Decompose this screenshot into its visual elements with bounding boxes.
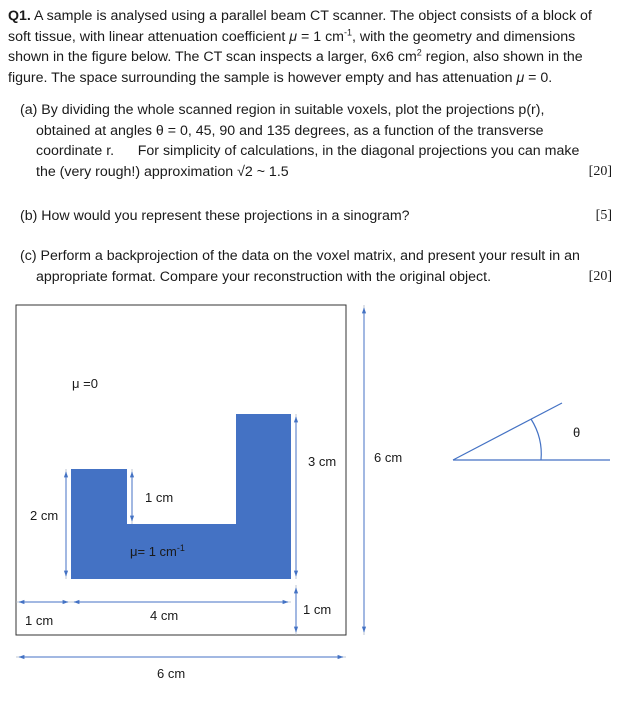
label-2cm: 2 cm [30,508,59,523]
angle-diagram [453,403,610,460]
part-c-marks: [20] [588,268,612,284]
label-4cm: 4 cm [150,608,179,623]
part-b-marks: [5] [595,208,612,223]
label-3cm: 3 cm [308,454,337,469]
part-a-line-2: obtained at angles θ = 0, 45, 90 and 135 degrees, as a function of the transverse [36,122,544,139]
label-mu-inside: μ= 1 $cm^{-1}$ [130,543,185,559]
question-number: Q1. [8,8,31,24]
part-a-line-3: coordinate r. For simplicity of calculations, in the diagonal projections you can make [36,143,580,159]
label-mu-outside: μ =0 [72,376,98,391]
question-text: Q1. A sample is analysed using a parallel beam CT scanner. The object consists of a block of soft tissue, with linear attenuation coefficient μ = 1 $cm^{-1}$, with the geometry and dimensions shown in the figure below. The CT scan inspects a larger, 6x6 $cm^2$ region, also shown in the figure. The space surrounding the sample is however empty and has attenuation μ = 0. [8,8,592,86]
part-a-line-1: (a) By dividing the whole scanned region in suitable voxels, plot the projections p(r), [20,102,545,118]
label-6cm-vertical: 6 cm [374,450,403,465]
part-b-text: (b) How would you represent these projections in a sinogram? [20,208,410,224]
part-a-marks: [20] [588,163,612,179]
angle-ray [453,403,562,460]
label-1cm-inner: 1 cm [145,490,174,505]
label-theta: θ [573,425,581,440]
part-a-line-4: the (very rough!) approximation √2 ~ 1.5 [20] [20,162,612,183]
angle-arc [531,419,541,460]
label-6cm-horizontal: 6 cm [157,666,186,681]
part-c-line-1: (c) Perform a backprojection of the data on the voxel matrix, and present your result in an [20,248,580,264]
label-1cm-bottom-right: 1 cm [303,602,332,617]
label-1cm-bottom-left: 1 cm [25,613,54,628]
part-c-line-2: appropriate format. Compare your reconstruction with the original object. [20] [20,267,612,288]
tissue-block-shape [71,414,291,579]
